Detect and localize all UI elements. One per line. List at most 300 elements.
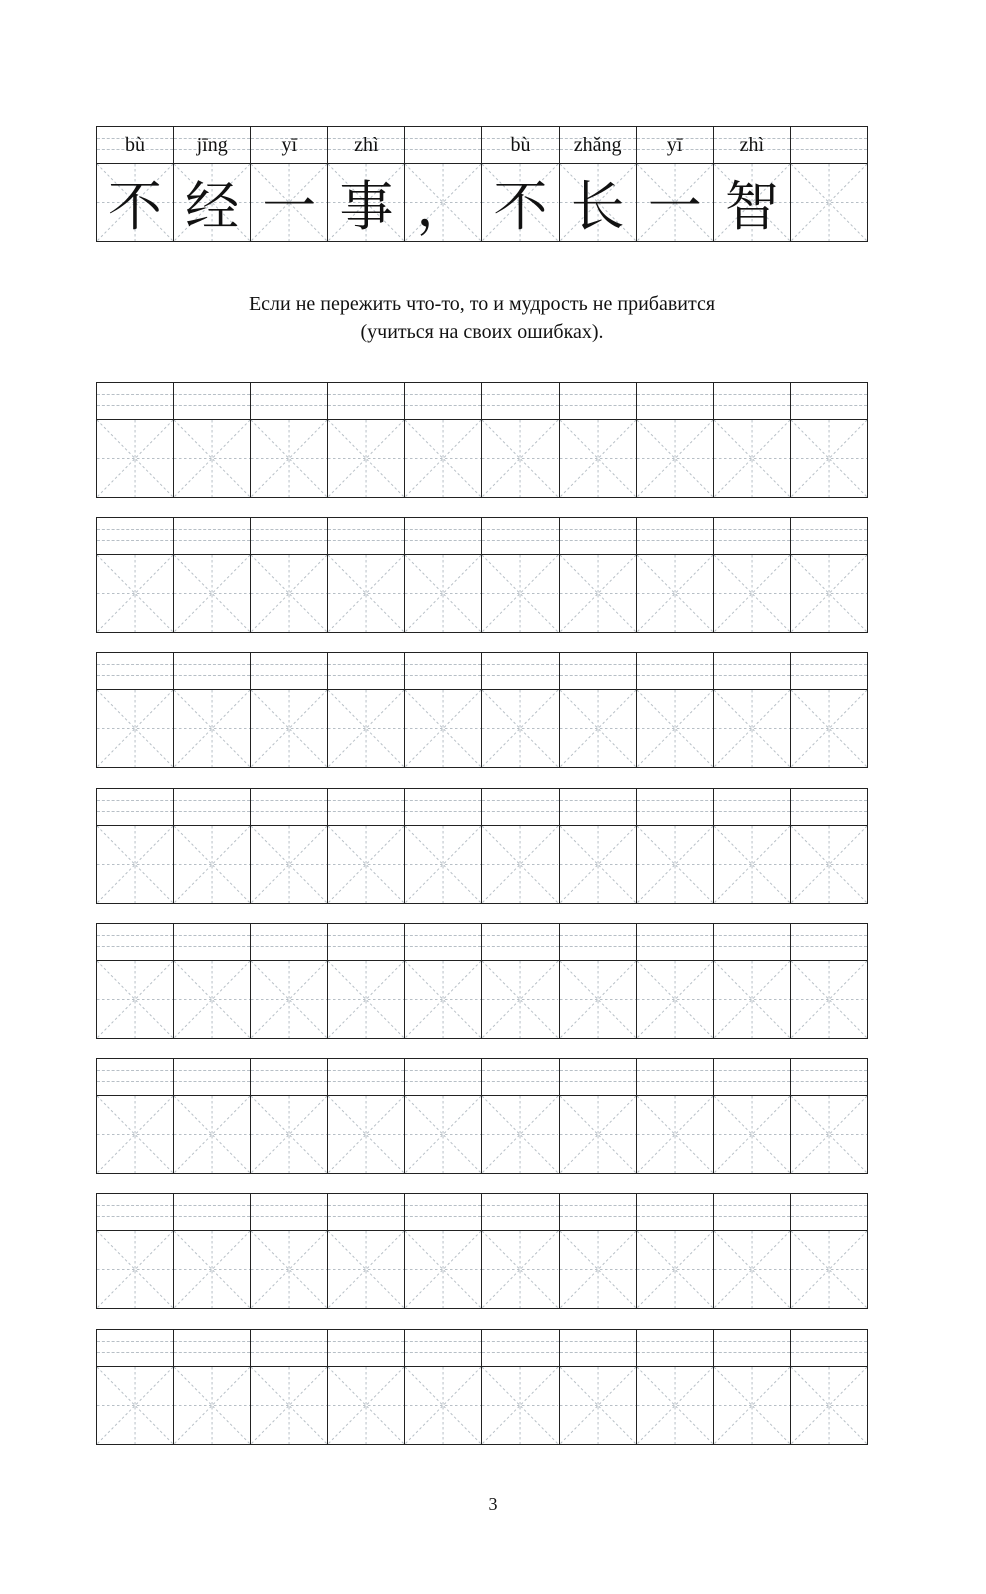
character-grid-box bbox=[637, 555, 713, 632]
mi-grid-guides bbox=[637, 961, 713, 1038]
practice-cell[interactable] bbox=[97, 383, 174, 497]
pinyin-box bbox=[251, 1194, 327, 1231]
pinyin-box bbox=[174, 1059, 250, 1096]
character-grid-box bbox=[637, 1096, 713, 1173]
practice-cell[interactable] bbox=[251, 1059, 328, 1173]
mi-grid-guides bbox=[714, 1231, 790, 1308]
practice-cell[interactable] bbox=[97, 653, 174, 767]
character-grid-box bbox=[482, 690, 558, 767]
pinyin-box bbox=[714, 127, 790, 164]
pinyin-box bbox=[637, 383, 713, 420]
practice-cell[interactable] bbox=[251, 1330, 328, 1444]
pinyin-box bbox=[328, 1194, 404, 1231]
character-grid-box bbox=[328, 1231, 404, 1308]
practice-cell[interactable] bbox=[482, 1059, 559, 1173]
character-grid-box bbox=[97, 555, 173, 632]
pinyin-box bbox=[714, 383, 790, 420]
pinyin-box bbox=[251, 1059, 327, 1096]
mi-grid-guides bbox=[714, 826, 790, 903]
practice-row bbox=[96, 1193, 868, 1309]
practice-cell[interactable] bbox=[637, 518, 714, 632]
pinyin-box bbox=[791, 653, 867, 690]
practice-cell[interactable] bbox=[714, 924, 791, 1038]
pinyin-box bbox=[560, 518, 636, 555]
pinyin-box bbox=[251, 1330, 327, 1367]
practice-cell[interactable] bbox=[791, 653, 867, 767]
character-grid-box bbox=[482, 1096, 558, 1173]
mi-grid-guides bbox=[251, 555, 327, 632]
practice-cell[interactable] bbox=[405, 518, 482, 632]
proverb-cell bbox=[637, 127, 714, 241]
pinyin-box bbox=[714, 653, 790, 690]
pinyin-box bbox=[328, 1330, 404, 1367]
character-grid-box bbox=[791, 961, 867, 1038]
character-grid-box bbox=[328, 1096, 404, 1173]
character-grid-box bbox=[328, 826, 404, 903]
practice-cell[interactable] bbox=[174, 1194, 251, 1308]
pinyin-box bbox=[482, 1194, 558, 1231]
character-grid-box bbox=[791, 1231, 867, 1308]
pinyin-box bbox=[791, 383, 867, 420]
practice-cell[interactable] bbox=[482, 1194, 559, 1308]
practice-row bbox=[96, 517, 868, 633]
character-grid-box bbox=[791, 1367, 867, 1444]
character-grid-box bbox=[174, 1096, 250, 1173]
practice-cell[interactable] bbox=[328, 789, 405, 903]
practice-cell[interactable] bbox=[637, 383, 714, 497]
mi-grid-guides bbox=[405, 826, 481, 903]
mi-grid-guides bbox=[328, 555, 404, 632]
mi-grid-guides bbox=[560, 961, 636, 1038]
character-grid-box bbox=[174, 420, 250, 497]
practice-cell[interactable] bbox=[791, 1194, 867, 1308]
proverb-cell bbox=[560, 127, 637, 241]
proverb-cell bbox=[251, 127, 328, 241]
character-grid-box bbox=[405, 826, 481, 903]
practice-cell[interactable] bbox=[174, 383, 251, 497]
pinyin-box bbox=[637, 924, 713, 961]
practice-cell[interactable] bbox=[714, 1194, 791, 1308]
mi-grid-guides bbox=[560, 555, 636, 632]
mi-grid-guides bbox=[328, 1367, 404, 1444]
practice-cell[interactable] bbox=[560, 383, 637, 497]
practice-cell[interactable] bbox=[482, 383, 559, 497]
mi-grid-guides bbox=[714, 420, 790, 497]
character-grid-box bbox=[791, 690, 867, 767]
translation-line-1: Если не пережить что-то, то и мудрость не прибавится bbox=[248, 293, 716, 315]
practice-cell[interactable] bbox=[637, 789, 714, 903]
pinyin-box bbox=[405, 1059, 481, 1096]
proverb-cell bbox=[714, 127, 791, 241]
practice-cell[interactable] bbox=[97, 1059, 174, 1173]
hanzi-character: 智 bbox=[724, 175, 779, 238]
pinyin-text: zhǎng bbox=[573, 134, 622, 156]
pinyin-text: zhì bbox=[739, 134, 765, 156]
mi-grid-guides bbox=[637, 555, 713, 632]
character-grid-box bbox=[560, 1367, 636, 1444]
practice-row bbox=[96, 1058, 868, 1174]
mi-grid-guides bbox=[482, 420, 558, 497]
mi-grid-guides bbox=[482, 555, 558, 632]
character-grid-box bbox=[97, 1231, 173, 1308]
pinyin-text: bù bbox=[510, 134, 531, 156]
character-grid-box bbox=[405, 555, 481, 632]
character-grid-box bbox=[637, 1231, 713, 1308]
pinyin-box bbox=[637, 1330, 713, 1367]
practice-cell[interactable] bbox=[482, 518, 559, 632]
pinyin-box bbox=[251, 924, 327, 961]
practice-cell[interactable] bbox=[328, 1330, 405, 1444]
mi-grid-guides bbox=[97, 961, 173, 1038]
mi-grid-guides bbox=[637, 1367, 713, 1444]
page-number: 3 bbox=[488, 1494, 498, 1514]
practice-cell[interactable] bbox=[791, 924, 867, 1038]
pinyin-text: yī bbox=[281, 134, 298, 156]
character-grid-box bbox=[482, 420, 558, 497]
character-grid-box bbox=[174, 555, 250, 632]
pinyin-text: yī bbox=[666, 134, 683, 156]
mi-grid-guides bbox=[97, 555, 173, 632]
practice-cell[interactable] bbox=[560, 1330, 637, 1444]
character-grid-box bbox=[791, 1096, 867, 1173]
mi-grid-guides bbox=[560, 1096, 636, 1173]
mi-grid-guides bbox=[637, 420, 713, 497]
practice-cell[interactable] bbox=[97, 518, 174, 632]
character-grid-box bbox=[637, 826, 713, 903]
practice-cell[interactable] bbox=[405, 1194, 482, 1308]
mi-grid-guides bbox=[174, 826, 250, 903]
translation-line-2: (учиться на своих ошибках). bbox=[360, 321, 604, 343]
practice-cell[interactable] bbox=[482, 1330, 559, 1444]
pinyin-box bbox=[97, 1330, 173, 1367]
pinyin-box bbox=[328, 383, 404, 420]
character-grid-box bbox=[560, 1096, 636, 1173]
practice-cell[interactable] bbox=[405, 653, 482, 767]
proverb-cell bbox=[482, 127, 559, 241]
character-grid-box bbox=[251, 1096, 327, 1173]
practice-cell[interactable] bbox=[560, 1059, 637, 1173]
practice-cell[interactable] bbox=[482, 653, 559, 767]
practice-cell[interactable] bbox=[714, 1330, 791, 1444]
mi-grid-guides bbox=[560, 1367, 636, 1444]
character-grid-box bbox=[560, 1231, 636, 1308]
practice-cell[interactable] bbox=[174, 924, 251, 1038]
practice-cell[interactable] bbox=[637, 1059, 714, 1173]
mi-grid-guides bbox=[791, 690, 867, 767]
mi-grid-guides bbox=[560, 690, 636, 767]
character-grid-box bbox=[405, 1231, 481, 1308]
character-grid-box bbox=[405, 420, 481, 497]
character-grid-box bbox=[328, 420, 404, 497]
character-grid-box bbox=[405, 961, 481, 1038]
practice-cell[interactable] bbox=[405, 383, 482, 497]
practice-cell[interactable] bbox=[251, 518, 328, 632]
character-grid-box bbox=[174, 826, 250, 903]
mi-grid-guides bbox=[251, 1231, 327, 1308]
pinyin-box bbox=[97, 653, 173, 690]
pinyin-box bbox=[714, 789, 790, 826]
character-grid-box bbox=[405, 164, 481, 241]
practice-cell[interactable] bbox=[174, 1330, 251, 1444]
character-grid-box bbox=[714, 826, 790, 903]
mi-grid-guides bbox=[714, 1096, 790, 1173]
character-grid-box bbox=[174, 1367, 250, 1444]
character-grid-box bbox=[174, 164, 250, 241]
mi-grid-guides bbox=[328, 1096, 404, 1173]
practice-cell[interactable] bbox=[174, 518, 251, 632]
pinyin-box bbox=[251, 653, 327, 690]
hanzi-character: 长 bbox=[570, 175, 625, 238]
translation bbox=[96, 290, 868, 346]
pinyin-box bbox=[482, 924, 558, 961]
hanzi-character: 一 bbox=[647, 175, 702, 238]
practice-cell[interactable] bbox=[482, 924, 559, 1038]
mi-grid-guides bbox=[251, 961, 327, 1038]
mi-grid-guides bbox=[560, 1231, 636, 1308]
mi-grid-guides bbox=[174, 690, 250, 767]
mi-grid-guides bbox=[328, 961, 404, 1038]
pinyin-box bbox=[328, 127, 404, 164]
pinyin-box bbox=[637, 1059, 713, 1096]
pinyin-box bbox=[174, 518, 250, 555]
character-grid-box bbox=[482, 1231, 558, 1308]
pinyin-box bbox=[714, 924, 790, 961]
mi-grid-guides bbox=[405, 1231, 481, 1308]
character-grid-box bbox=[97, 420, 173, 497]
pinyin-box bbox=[328, 1059, 404, 1096]
character-grid-box bbox=[791, 826, 867, 903]
pinyin-box bbox=[714, 518, 790, 555]
pinyin-box bbox=[791, 518, 867, 555]
pinyin-box bbox=[637, 653, 713, 690]
character-grid-box bbox=[637, 164, 713, 241]
mi-grid-guides bbox=[637, 690, 713, 767]
mi-grid-guides bbox=[405, 961, 481, 1038]
mi-grid-guides bbox=[174, 961, 250, 1038]
proverb-cell bbox=[174, 127, 251, 241]
pinyin-box bbox=[482, 383, 558, 420]
pinyin-box bbox=[174, 383, 250, 420]
character-grid-box bbox=[791, 555, 867, 632]
practice-cell[interactable] bbox=[328, 518, 405, 632]
pinyin-box bbox=[791, 789, 867, 826]
character-grid-box bbox=[714, 1367, 790, 1444]
practice-cell[interactable] bbox=[482, 789, 559, 903]
practice-cell[interactable] bbox=[174, 653, 251, 767]
hanzi-character: 经 bbox=[185, 175, 240, 238]
hanzi-character: 事 bbox=[339, 175, 394, 238]
pinyin-text: jīng bbox=[196, 134, 228, 156]
mi-grid-guides bbox=[251, 826, 327, 903]
pinyin-box bbox=[251, 127, 327, 164]
pinyin-box bbox=[482, 1059, 558, 1096]
practice-cell[interactable] bbox=[637, 1194, 714, 1308]
pinyin-box bbox=[482, 1330, 558, 1367]
character-grid-box bbox=[714, 1231, 790, 1308]
character-grid-box bbox=[637, 690, 713, 767]
character-grid-box bbox=[97, 1096, 173, 1173]
character-grid-box bbox=[251, 555, 327, 632]
character-grid-box bbox=[482, 1367, 558, 1444]
practice-cell[interactable] bbox=[405, 1059, 482, 1173]
practice-cell[interactable] bbox=[791, 789, 867, 903]
practice-cell[interactable] bbox=[328, 383, 405, 497]
proverb-cell bbox=[405, 127, 482, 241]
mi-grid-guides bbox=[637, 826, 713, 903]
character-grid-box bbox=[560, 164, 636, 241]
proverb-cell bbox=[328, 127, 405, 241]
practice-cell[interactable] bbox=[714, 518, 791, 632]
mi-grid-guides bbox=[97, 1367, 173, 1444]
practice-cell[interactable] bbox=[251, 383, 328, 497]
practice-cell[interactable] bbox=[97, 924, 174, 1038]
character-grid-box bbox=[637, 420, 713, 497]
mi-grid-guides bbox=[174, 1096, 250, 1173]
mi-grid-guides bbox=[637, 1096, 713, 1173]
practice-cell[interactable] bbox=[637, 653, 714, 767]
practice-row bbox=[96, 788, 868, 904]
practice-cell[interactable] bbox=[174, 789, 251, 903]
mi-grid-guides bbox=[791, 1096, 867, 1173]
practice-cell[interactable] bbox=[637, 924, 714, 1038]
character-grid-box bbox=[482, 164, 558, 241]
character-grid-box bbox=[482, 961, 558, 1038]
pinyin-box bbox=[251, 789, 327, 826]
character-grid-box bbox=[97, 690, 173, 767]
practice-cell[interactable] bbox=[97, 789, 174, 903]
hanzi-character: ， bbox=[416, 175, 471, 238]
hanzi-character bbox=[791, 164, 867, 241]
mi-grid-guides bbox=[251, 690, 327, 767]
pinyin-box bbox=[482, 518, 558, 555]
mi-grid-guides bbox=[174, 1231, 250, 1308]
character-grid-box bbox=[251, 690, 327, 767]
practice-cell[interactable] bbox=[714, 789, 791, 903]
pinyin-box bbox=[405, 924, 481, 961]
practice-cell[interactable] bbox=[560, 1194, 637, 1308]
mi-grid-guides bbox=[251, 1096, 327, 1173]
practice-cell[interactable] bbox=[714, 383, 791, 497]
pinyin-box bbox=[97, 383, 173, 420]
pinyin-box bbox=[251, 383, 327, 420]
mi-grid-guides bbox=[97, 1096, 173, 1173]
character-grid-box bbox=[328, 690, 404, 767]
practice-cell[interactable] bbox=[560, 789, 637, 903]
pinyin-box bbox=[560, 924, 636, 961]
proverb-cell bbox=[791, 127, 867, 241]
mi-grid-guides bbox=[405, 1096, 481, 1173]
character-grid-box bbox=[174, 961, 250, 1038]
mi-grid-guides bbox=[97, 826, 173, 903]
character-grid-box bbox=[560, 555, 636, 632]
mi-grid-guides bbox=[405, 555, 481, 632]
pinyin-box bbox=[328, 653, 404, 690]
pinyin-box bbox=[97, 924, 173, 961]
practice-row bbox=[96, 923, 868, 1039]
practice-cell[interactable] bbox=[251, 924, 328, 1038]
practice-cell[interactable] bbox=[560, 924, 637, 1038]
practice-cell[interactable] bbox=[97, 1330, 174, 1444]
character-grid-box bbox=[714, 690, 790, 767]
pinyin-box bbox=[97, 518, 173, 555]
hanzi-character: 不 bbox=[493, 175, 548, 238]
pinyin-box bbox=[174, 1330, 250, 1367]
pinyin-box bbox=[328, 518, 404, 555]
practice-cell[interactable] bbox=[328, 653, 405, 767]
practice-cell[interactable] bbox=[174, 1059, 251, 1173]
character-grid-box bbox=[251, 1367, 327, 1444]
practice-cell[interactable] bbox=[560, 518, 637, 632]
practice-cell[interactable] bbox=[97, 1194, 174, 1308]
practice-cell[interactable] bbox=[637, 1330, 714, 1444]
character-grid-box bbox=[560, 826, 636, 903]
practice-cell[interactable] bbox=[328, 924, 405, 1038]
proverb-cell bbox=[97, 127, 174, 241]
practice-cell[interactable] bbox=[714, 1059, 791, 1173]
pinyin-box bbox=[637, 127, 713, 164]
pinyin-box bbox=[560, 1194, 636, 1231]
practice-cell[interactable] bbox=[560, 653, 637, 767]
mi-grid-guides bbox=[97, 690, 173, 767]
practice-cell[interactable] bbox=[328, 1059, 405, 1173]
mi-grid-guides bbox=[405, 1367, 481, 1444]
pinyin-box bbox=[560, 1059, 636, 1096]
pinyin-box bbox=[560, 127, 636, 164]
practice-cell[interactable] bbox=[791, 1059, 867, 1173]
mi-grid-guides bbox=[251, 420, 327, 497]
character-grid-box bbox=[482, 555, 558, 632]
practice-cell[interactable] bbox=[714, 653, 791, 767]
pinyin-box bbox=[405, 518, 481, 555]
practice-cell[interactable] bbox=[791, 383, 867, 497]
pinyin-text: bù bbox=[125, 134, 146, 156]
character-grid-box bbox=[791, 164, 867, 241]
pinyin-box bbox=[791, 1330, 867, 1367]
pinyin-box bbox=[482, 653, 558, 690]
practice-cell[interactable] bbox=[251, 653, 328, 767]
practice-cell[interactable] bbox=[405, 789, 482, 903]
practice-cell[interactable] bbox=[405, 1330, 482, 1444]
pinyin-box bbox=[97, 127, 173, 164]
character-grid-box bbox=[328, 961, 404, 1038]
practice-cell[interactable] bbox=[405, 924, 482, 1038]
pinyin-box bbox=[637, 789, 713, 826]
mi-grid-guides bbox=[560, 420, 636, 497]
character-grid-box bbox=[251, 420, 327, 497]
mi-grid-guides bbox=[174, 420, 250, 497]
pinyin-box bbox=[560, 789, 636, 826]
mi-grid-guides bbox=[174, 1367, 250, 1444]
mi-grid-guides bbox=[97, 420, 173, 497]
mi-grid-guides bbox=[714, 690, 790, 767]
pinyin-box bbox=[405, 127, 481, 164]
practice-cell[interactable] bbox=[791, 518, 867, 632]
practice-cell[interactable] bbox=[251, 789, 328, 903]
mi-grid-guides bbox=[791, 1231, 867, 1308]
pinyin-box bbox=[714, 1194, 790, 1231]
mi-grid-guides bbox=[714, 961, 790, 1038]
character-grid-box bbox=[97, 826, 173, 903]
character-grid-box bbox=[97, 164, 173, 241]
character-grid-box bbox=[560, 690, 636, 767]
mi-grid-guides bbox=[482, 1096, 558, 1173]
practice-cell[interactable] bbox=[251, 1194, 328, 1308]
practice-cell[interactable] bbox=[791, 1330, 867, 1444]
character-grid-box bbox=[174, 690, 250, 767]
mi-grid-guides bbox=[791, 420, 867, 497]
practice-cell[interactable] bbox=[328, 1194, 405, 1308]
mi-grid-guides bbox=[791, 555, 867, 632]
